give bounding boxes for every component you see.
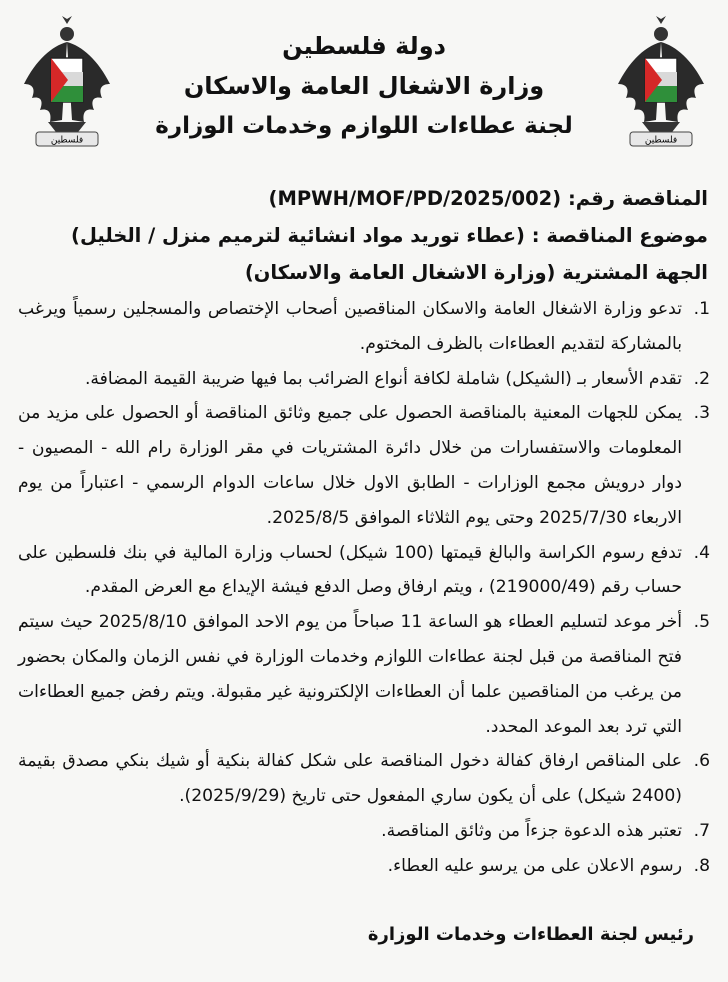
list-item [18, 536, 710, 606]
ministry-name: وزارة الاشغال العامة والاسكان [183, 72, 545, 100]
item-number: 5. [693, 612, 710, 633]
list-item [18, 849, 710, 884]
item-number: 1. [693, 299, 710, 319]
list-item [18, 814, 710, 849]
emblem-caption: فلسطين [50, 135, 84, 146]
tender-number-value: (MPWH/MOF/PD/2025/002) [268, 187, 562, 210]
item-text: تعتبر هذه الدعوة جزءاً من وثائق المناقصة. [381, 820, 682, 841]
tender-buyer-line [20, 254, 708, 291]
list-item [18, 396, 710, 535]
tender-subject-value: (عطاء توريد مواد انشائية لترميم منزل / الخليل) [71, 224, 525, 247]
item-text: تدفع رسوم الكراسة والبالغ قيمتها (100 شيكل) لحساب وزارة المالية في بنك فلسطين على حساب رقم (219000/49) ، ويتم ارفاق وصل الدفع فيشة الإيداع مع العرض المقدم. [18, 542, 682, 598]
item-text: تدعو وزارة الاشغال العامة والاسكان المناقصين أصحاب الإختصاص والمسجلين رسمياً ويرغب بالمشاركة لتقديم العطاءات بالظرف المختوم. [18, 299, 682, 354]
state-name: دولة فلسطين [282, 32, 446, 60]
item-number: 6. [693, 751, 710, 772]
letterhead [130, 26, 598, 146]
item-text: تقدم الأسعار بـ (الشيكل) شاملة لكافة أنواع الضرائب بما فيها ضريبة القيمة المضافة. [84, 368, 682, 389]
signature-line: رئيس لجنة العطاءات وخدمات الوزارة [367, 924, 694, 945]
committee-name: لجنة عطاءات اللوازم وخدمات الوزارة [155, 113, 573, 139]
tender-buyer-label: الجهة المشترية [562, 261, 708, 284]
tender-number-line [20, 180, 708, 217]
tender-details [20, 180, 708, 291]
item-text: يمكن للجهات المعنية بالمناقصة الحصول على جميع وثائق المناقصة أو الحصول على مزيد من المعلومات والاستفسارات من خلال دائرة المشتريات في مقر الوزارة رام الله - المصيون - دوار درويش مجمع الوزارات - الطابق الاول خلال ساعات الدوام الرسمي - اعتباراً من يوم الاربعاء 2025/7/30 وحتى يوم الثلاثاء الموافق 2025/8/5. [18, 403, 682, 528]
list-item [18, 605, 710, 744]
item-number: 7. [693, 820, 710, 841]
item-number: 3. [693, 403, 710, 424]
tender-buyer-value: (وزارة الاشغال العامة والاسكان) [244, 261, 556, 284]
item-text: على المناقص ارفاق كفالة دخول المناقصة على شكل كفالة بنكية أو شيك بنكي مصدق بقيمة (2400 شيكل) على أن يكون ساري المفعول حتى تاريخ (2025/9/29). [18, 751, 682, 807]
emblem-caption: فلسطين [644, 135, 678, 146]
item-text: أخر موعد لتسليم العطاء هو الساعة 11 صباحاً من يوم الاحد الموافق 2025/8/10 حيث سيتم فتح المناقصة من قبل لجنة عطاءات اللوازم وخدمات الوزارة في نفس الزمان والمكان بحضور من يرغب من المناقصين علما أن العطاءات الإلكترونية غير مقبولة. ويتم رفض جميع العطاءات التي ترد بعد الموعد المحدد. [18, 612, 682, 737]
item-number: 4. [693, 542, 710, 563]
tender-subject-label: موضوع المناقصة : [531, 224, 708, 247]
list-item [18, 744, 710, 814]
palestine-emblem-right [612, 14, 710, 164]
tender-subject-line [20, 217, 708, 254]
list-item [18, 362, 710, 397]
list-item [18, 292, 710, 362]
item-number: 8. [693, 855, 710, 876]
palestine-emblem-left [18, 14, 116, 164]
item-number: 2. [693, 368, 710, 389]
item-text: رسوم الاعلان على من يرسو عليه العطاء. [387, 855, 682, 876]
tender-terms-list [18, 292, 710, 884]
tender-number-label: المناقصة رقم: [567, 187, 708, 210]
